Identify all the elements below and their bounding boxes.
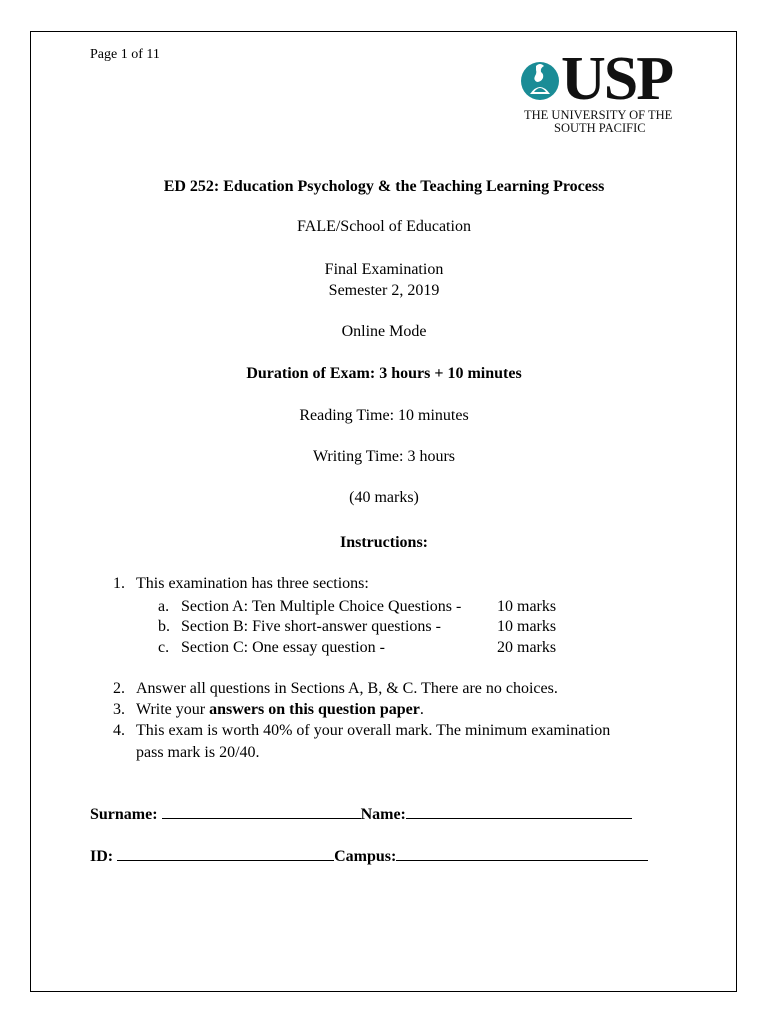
surname-field[interactable] bbox=[162, 804, 361, 819]
sub-item-letter: b. bbox=[158, 618, 170, 635]
section-a-marks: 10 marks bbox=[497, 598, 557, 615]
logo-subtitle-line2: SOUTH PACIFIC bbox=[554, 121, 646, 135]
campus-label: Campus: bbox=[334, 848, 397, 865]
sub-item-letter: a. bbox=[158, 598, 170, 615]
list-item-number: 4. bbox=[113, 722, 125, 739]
section-b-text: Section B: Five short-answer questions - bbox=[181, 618, 441, 635]
id-label: ID: bbox=[90, 848, 114, 865]
id-field[interactable] bbox=[117, 846, 334, 861]
list-item-text: This examination has three sections: bbox=[136, 575, 369, 592]
item3-text-after: . bbox=[419, 701, 424, 718]
reading-time: Reading Time: 10 minutes bbox=[299, 407, 469, 424]
surname-name-row bbox=[90, 804, 632, 824]
list-item-number: 1. bbox=[113, 575, 125, 592]
exam-duration: Duration of Exam: 3 hours + 10 minutes bbox=[246, 365, 522, 382]
sub-item-letter: c. bbox=[158, 639, 170, 656]
section-c-marks: 20 marks bbox=[497, 639, 557, 656]
list-item-number: 2. bbox=[113, 680, 125, 697]
list-item-text-line1: This exam is worth 40% of your overall mark. The minimum examination bbox=[136, 722, 611, 739]
school-name: FALE/School of Education bbox=[297, 218, 471, 235]
name-label: Name: bbox=[360, 806, 406, 823]
instructions-heading: Instructions: bbox=[339, 534, 428, 551]
course-title: ED 252: Education Psychology & the Teaching Learning Process bbox=[163, 178, 605, 195]
total-marks: (40 marks) bbox=[349, 489, 419, 506]
exam-mode: Online Mode bbox=[341, 323, 427, 340]
campus-field[interactable] bbox=[396, 846, 648, 861]
writing-time: Writing Time: 3 hours bbox=[312, 448, 456, 465]
list-item-text-line2: pass mark is 20/40. bbox=[136, 744, 260, 761]
page-indicator: Page 1 of 11 bbox=[90, 47, 160, 62]
list-item-text: Answer all questions in Sections A, B, & C. There are no choices. bbox=[136, 680, 558, 697]
item3-text-bold: answers on this question paper bbox=[209, 701, 420, 718]
item3-text-before: Write your bbox=[136, 701, 210, 718]
id-campus-row bbox=[90, 846, 648, 866]
logo-subtitle-line1: THE UNIVERSITY OF THE bbox=[524, 108, 673, 122]
name-field[interactable] bbox=[406, 804, 632, 819]
section-c-text: Section C: One essay question - bbox=[181, 639, 385, 656]
section-b-marks: 10 marks bbox=[497, 618, 557, 635]
list-item-text bbox=[136, 700, 424, 721]
surname-label: Surname: bbox=[90, 806, 158, 823]
section-a-text: Section A: Ten Multiple Choice Questions - bbox=[181, 598, 462, 615]
list-item-number: 3. bbox=[113, 701, 125, 718]
semester: Semester 2, 2019 bbox=[328, 282, 440, 299]
exam-type: Final Examination bbox=[324, 261, 444, 278]
logo-wordmark: USP bbox=[561, 45, 673, 113]
